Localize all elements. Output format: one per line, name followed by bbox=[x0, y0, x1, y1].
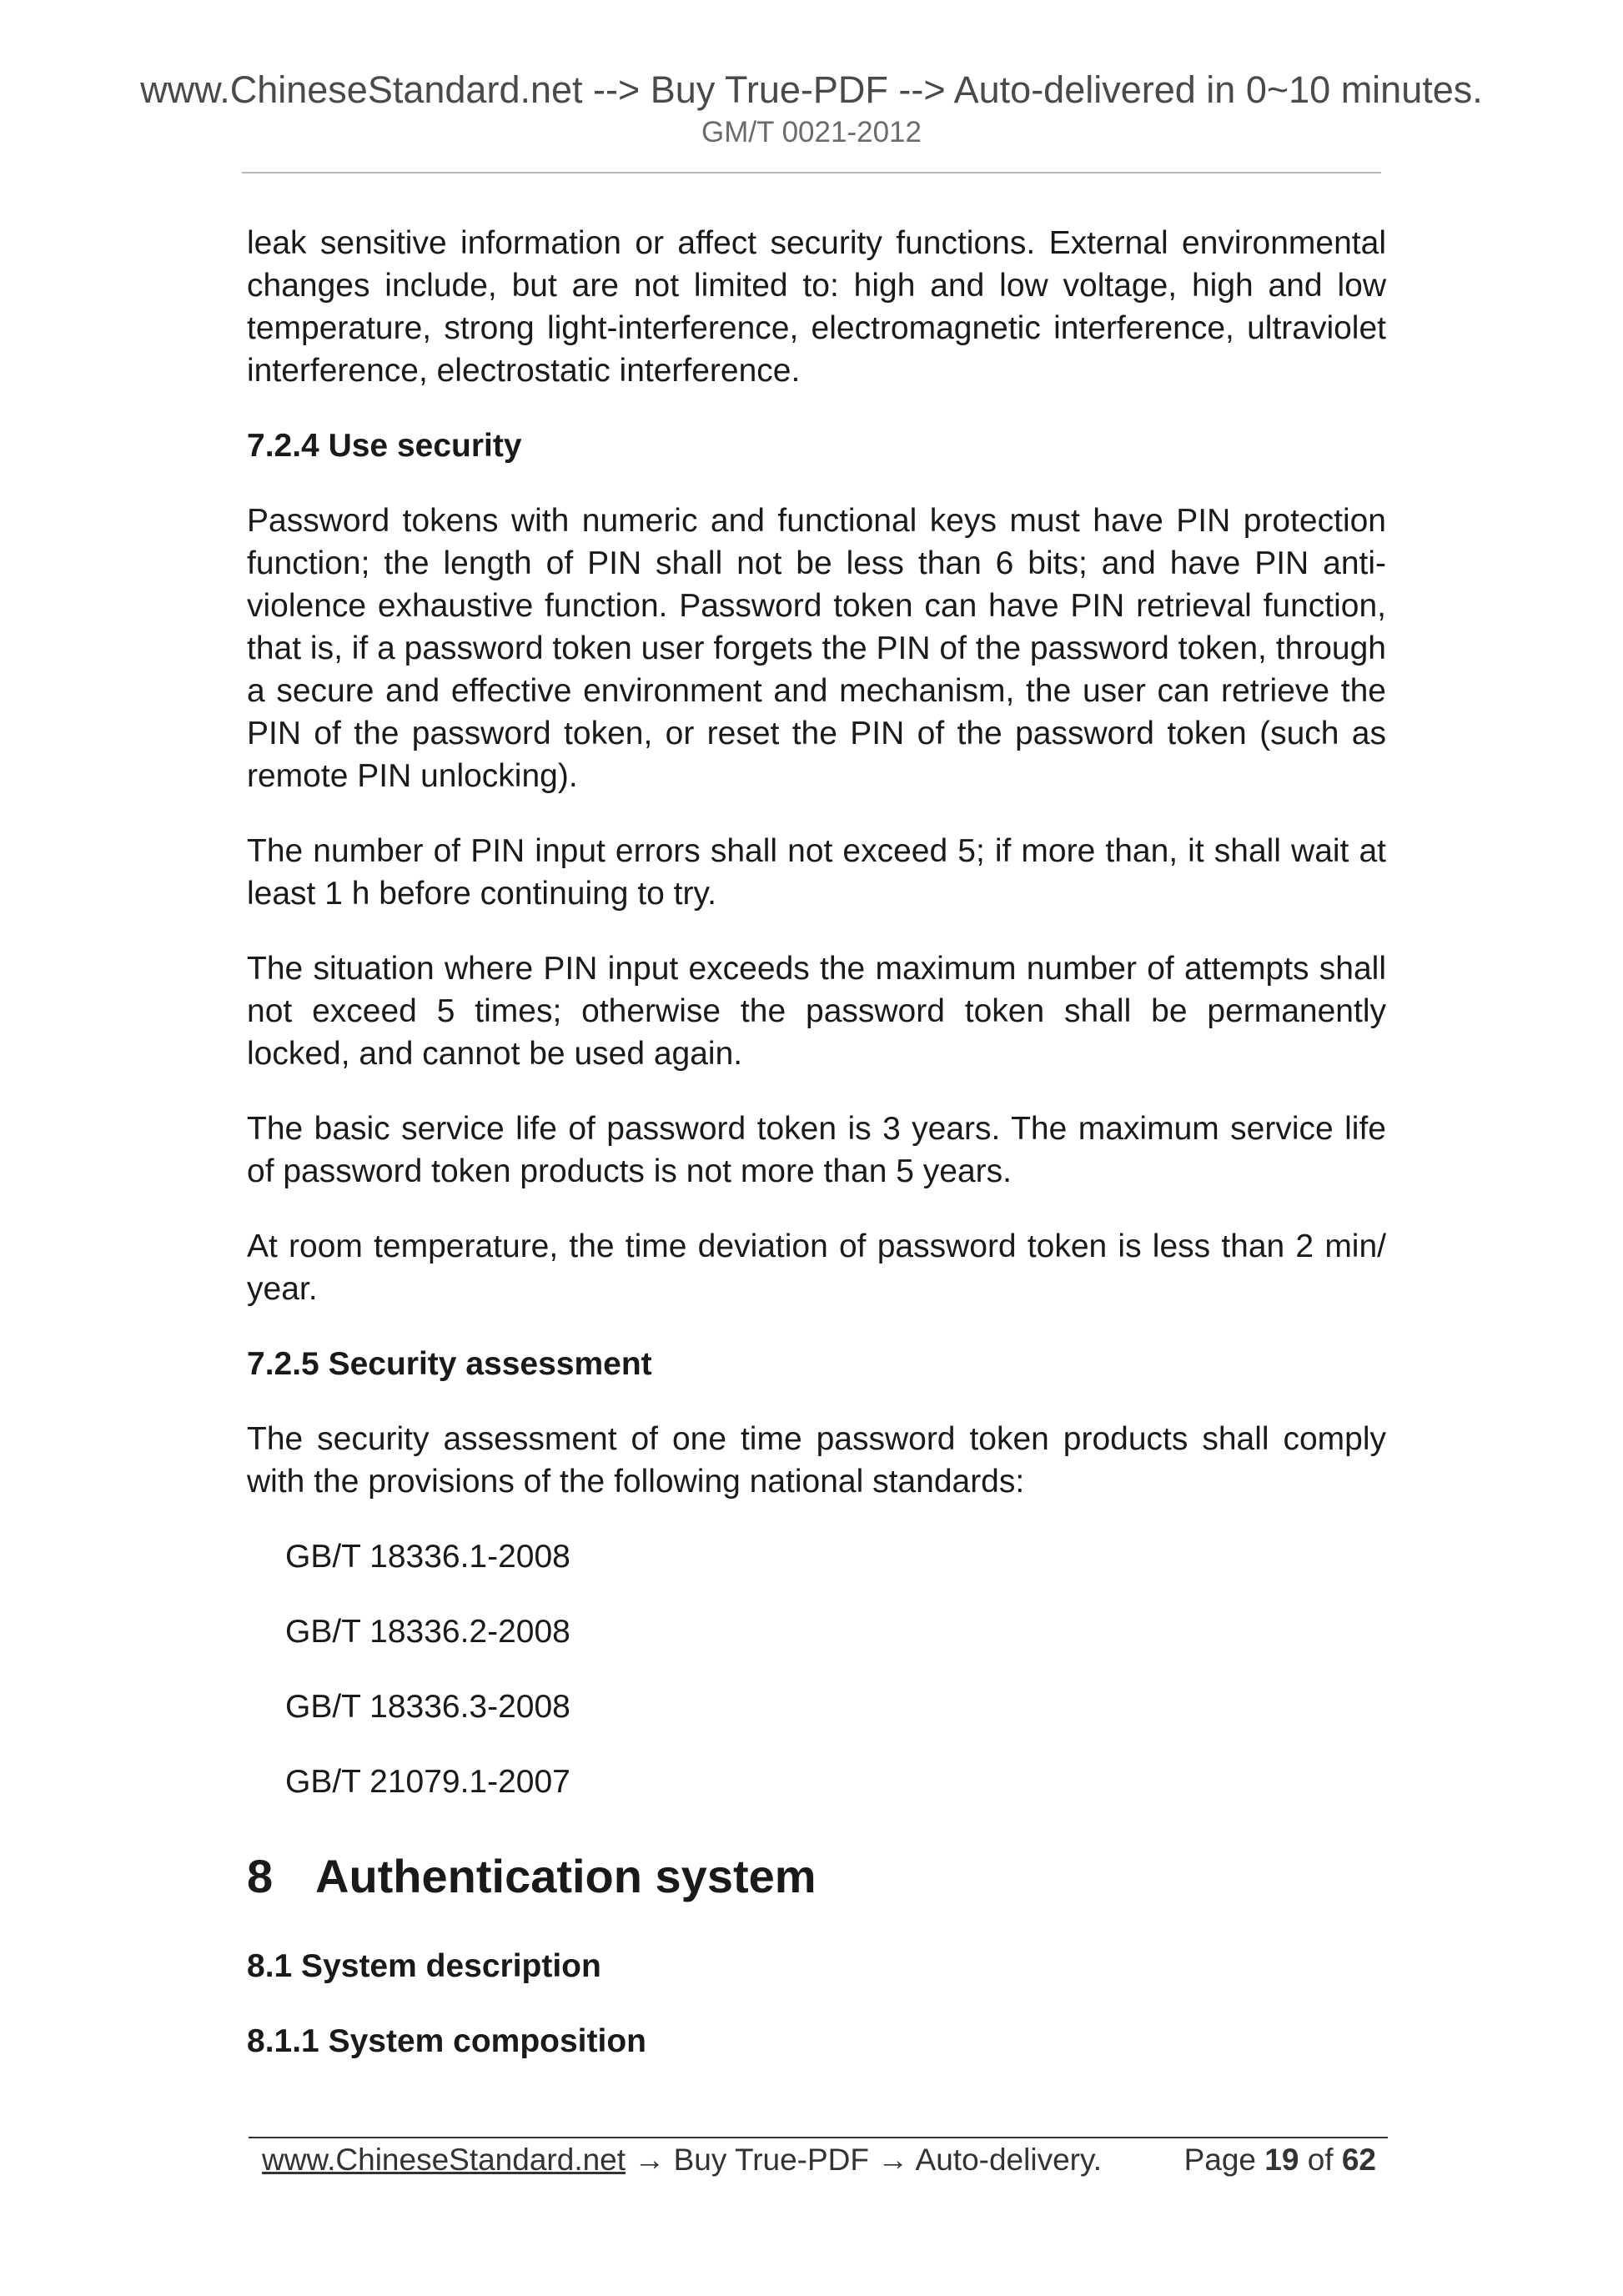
chapter-title: Authentication system bbox=[315, 1850, 817, 1902]
arrow-right-icon: → bbox=[869, 2143, 916, 2177]
of-label: of bbox=[1299, 2143, 1342, 2177]
site-banner: www.ChineseStandard.net --> Buy True-PDF --> Auto-delivered in 0~10 minutes. bbox=[140, 68, 1483, 111]
total-pages: 62 bbox=[1341, 2143, 1376, 2177]
standard-item: GB/T 21079.1-2007 bbox=[285, 1764, 570, 1800]
standard-item: GB/T 18336.1-2008 bbox=[285, 1539, 570, 1575]
footer-promo bbox=[262, 2138, 1102, 2182]
header-divider bbox=[242, 172, 1381, 173]
paragraph-time-deviation: At room temperature, the time deviation of password token is less than 2 min/ year. bbox=[247, 1228, 1386, 1307]
standard-item: GB/T 18336.3-2008 bbox=[285, 1689, 570, 1725]
current-page: 19 bbox=[1264, 2143, 1299, 2177]
footer-buy-text: Buy True-PDF bbox=[673, 2143, 870, 2177]
footer-site-link[interactable]: www.ChineseStandard.net bbox=[262, 2143, 626, 2177]
document-code: GM/T 0021-2012 bbox=[701, 116, 922, 148]
footer-delivery-text: Auto-delivery. bbox=[915, 2143, 1103, 2177]
arrow-right-icon: → bbox=[626, 2143, 674, 2177]
paragraph-pin-lock: The situation where PIN input exceeds the maximum number of attempts shall not exceed 5 times; otherwise the password token shall be permanently locked, and cannot be used again. bbox=[247, 951, 1386, 1072]
paragraph-service-life: The basic service life of password token is 3 years. The maximum service life of password token products is not more than 5 years. bbox=[247, 1111, 1386, 1189]
page-number bbox=[1184, 2138, 1376, 2182]
paragraph-environmental-changes: leak sensitive information or affect security functions. External environmental changes include, but are not limited to: high and low voltage, high and low temperature, strong light-interference, electromagnetic interference, ultraviolet interference, electrostatic interference. bbox=[247, 225, 1386, 389]
standard-item: GB/T 18336.2-2008 bbox=[285, 1614, 570, 1650]
heading-8-1-1: 8.1.1 System composition bbox=[247, 2023, 646, 2059]
heading-8-1: 8.1 System description bbox=[247, 1948, 601, 1984]
paragraph-security-assessment: The security assessment of one time password token products shall comply with the provisions of the following national standards: bbox=[247, 1421, 1386, 1500]
paragraph-pin-protection: Password tokens with numeric and functional keys must have PIN protection function; the length of PIN shall not be less than 6 bits; and have PIN anti-violence exhaustive function. Password token can have PIN retrieval function, that is, if a password token user forgets the PIN of the password token, through a secure and effective environment and mechanism, the user can retrieve the PIN of the password token, or reset the PIN of the password token (such as remote PIN unlocking). bbox=[247, 503, 1386, 794]
paragraph-pin-errors: The number of PIN input errors shall not exceed 5; if more than, it shall wait at least 1 h before continuing to try. bbox=[247, 833, 1386, 912]
chapter-heading bbox=[247, 1846, 1386, 1907]
chapter-number: 8 bbox=[247, 1850, 274, 1902]
heading-7-2-5: 7.2.5 Security assessment bbox=[247, 1346, 652, 1382]
heading-7-2-4: 7.2.4 Use security bbox=[247, 428, 522, 464]
page-label: Page bbox=[1183, 2143, 1265, 2177]
page-content bbox=[247, 222, 1386, 2095]
